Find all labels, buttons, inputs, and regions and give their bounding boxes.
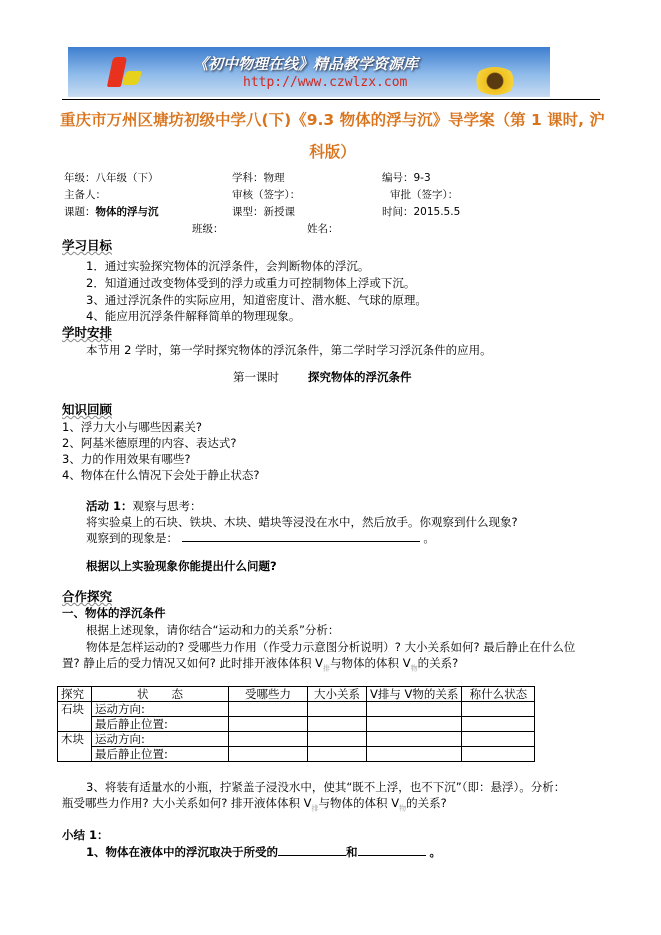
text: 。	[429, 845, 442, 859]
subscript: 排	[311, 804, 319, 813]
blank-2[interactable]	[358, 855, 426, 856]
banner-url: http://www.czwlzx.com	[243, 75, 408, 90]
coop-subheading: 一、物体的浮沉条件	[62, 606, 166, 620]
header-cell: 大小关系	[308, 687, 367, 702]
state-cell: 运动方向:	[92, 702, 229, 717]
subscript: 物	[399, 804, 407, 813]
answer-cell[interactable]	[308, 702, 367, 717]
para3-b	[62, 795, 447, 816]
info-preparer: 主备人：	[64, 189, 106, 201]
summary-item	[86, 844, 441, 860]
text: 的关系?	[417, 656, 459, 670]
table-header-row	[58, 687, 535, 702]
lesson-label: 第一课时	[233, 370, 279, 384]
subscript: 排	[323, 664, 331, 673]
answer-cell[interactable]	[367, 702, 462, 717]
state-cell: 运动方向:	[92, 732, 229, 747]
activity-text: 将实验桌上的石块、铁块、木块、蜡块等浸没在水中，然后放手。你观察到什么现象?	[86, 515, 518, 529]
coop-p2a: 物体是怎样运动的? 受哪些力作用（作受力示意图分析说明）? 大小关系如何? 最后静止在什么位	[86, 640, 576, 654]
goals-heading: 学习目标	[62, 238, 113, 253]
summary-heading: 小结 1：	[62, 828, 109, 842]
answer-cell[interactable]	[308, 747, 367, 762]
activity-name: 观察与思考：	[132, 499, 202, 513]
text: 与物体的体积 V	[318, 796, 400, 810]
observed-blank[interactable]	[182, 541, 420, 542]
state-cell: 最后静止位置:	[92, 717, 229, 732]
header-rule	[62, 99, 600, 100]
review-item: 1、浮力大小与哪些因素关?	[62, 420, 202, 434]
answer-cell[interactable]	[308, 717, 367, 732]
info-topic	[64, 204, 159, 220]
answer-cell[interactable]	[462, 747, 535, 762]
activity-question: 根据以上实验现象你能提出什么问题?	[86, 559, 277, 573]
observed-end: 。	[423, 531, 435, 545]
doc-title-line2: 科版）	[309, 143, 356, 161]
table-row	[58, 702, 535, 717]
info-type: 课型：新授课	[232, 206, 295, 218]
inquiry-table	[57, 686, 535, 762]
answer-cell[interactable]	[308, 732, 367, 747]
answer-cell[interactable]	[462, 702, 535, 717]
info-number: 编号：9-3	[382, 172, 431, 184]
header-cell: 称什么状态	[462, 687, 535, 702]
subscript: 物	[410, 664, 418, 673]
header-cell: 探究	[58, 687, 92, 702]
info-topic-label: 课题：	[64, 206, 96, 218]
header-cell: 状 态	[92, 687, 229, 702]
goal-item: 4、能应用沉浮条件解释简单的物理现象。	[86, 309, 301, 323]
goal-item: 3、通过浮沉条件的实际应用，知道密度计、潜水艇、气球的原理。	[86, 293, 427, 307]
info-grade: 年级：八年级（下）	[64, 172, 159, 184]
answer-cell[interactable]	[462, 732, 535, 747]
info-class: 班级：	[192, 223, 224, 235]
text: 和	[346, 845, 358, 859]
table-row	[58, 732, 535, 747]
activity-label: 活动 1：	[86, 499, 133, 513]
banner-title: 《初中物理在线》精品教学资源库	[193, 55, 419, 73]
review-item: 4、物体在什么情况下会处于静止状态?	[62, 468, 260, 482]
review-heading: 知识回顾	[62, 402, 113, 417]
table-row	[58, 747, 535, 762]
object-cell: 木块	[58, 732, 92, 762]
table-row	[58, 717, 535, 732]
schedule-text: 本节用 2 学时，第一学时探究物体的浮沉条件，第二学时学习浮沉条件的应用。	[86, 343, 492, 357]
coop-p2b	[62, 655, 458, 676]
review-item: 2、阿基米德原理的内容、表达式?	[62, 436, 237, 450]
info-topic-value: 物体的浮与沉	[95, 206, 159, 218]
answer-cell[interactable]	[367, 747, 462, 762]
sunflower-icon	[473, 67, 517, 95]
info-name: 姓名：	[307, 223, 339, 235]
blank-1[interactable]	[278, 855, 346, 856]
logo-icon-secondary	[121, 71, 142, 85]
text: 瓶受哪些力作用? 大小关系如何? 排开液体体积 V	[62, 796, 312, 810]
coop-p1: 根据上述现象，请你结合“运动和力的关系”分析：	[86, 623, 340, 637]
review-item: 3、力的作用效果有哪些?	[62, 452, 191, 466]
answer-cell[interactable]	[367, 717, 462, 732]
activity-title	[86, 498, 202, 514]
goal-item: 1．通过实验探究物体的沉浮条件，会判断物体的浮沉。	[86, 259, 370, 273]
observed-row	[86, 530, 435, 546]
answer-cell[interactable]	[229, 717, 308, 732]
answer-cell[interactable]	[229, 732, 308, 747]
lesson-title: 探究物体的浮沉条件	[308, 370, 412, 384]
goal-item: 2．知道通过改变物体受到的浮力或重力可控制物体上浮或下沉。	[86, 276, 416, 290]
info-reviewer: 审核（签字）：	[232, 189, 301, 201]
state-cell: 最后静止位置:	[92, 747, 229, 762]
header-cell: 受哪些力	[229, 687, 308, 702]
answer-cell[interactable]	[367, 732, 462, 747]
info-subject: 学科：物理	[232, 172, 285, 184]
text: 1、物体在液体中的浮沉取决于所受的	[86, 845, 278, 859]
para3-a: 3、将装有适量水的小瓶，拧紧盖子浸没水中，使其“既不上浮，也不下沉”（即：悬浮）。分析：	[86, 780, 566, 794]
coop-heading: 合作探究	[62, 589, 113, 604]
doc-title-line1: 重庆市万州区塘坊初级中学八(下)《9.3 物体的浮与沉》导学案（第 1 课时, 沪	[60, 111, 605, 129]
answer-cell[interactable]	[462, 717, 535, 732]
answer-cell[interactable]	[229, 747, 308, 762]
text: 置? 静止后的受力情况又如何? 此时排开液体体积 V	[62, 656, 324, 670]
text: 与物体的体积 V	[330, 656, 411, 670]
observed-label: 观察到的现象是：	[86, 531, 178, 545]
answer-cell[interactable]	[229, 702, 308, 717]
object-cell: 石块	[58, 702, 92, 732]
header-cell: V排与 V物的关系	[367, 687, 462, 702]
info-approver: 审批（签字）：	[390, 189, 459, 201]
info-time: 时间：2015.5.5	[382, 206, 461, 218]
schedule-heading: 学时安排	[62, 325, 113, 340]
banner-image	[68, 47, 550, 97]
text: 的关系?	[406, 796, 447, 810]
